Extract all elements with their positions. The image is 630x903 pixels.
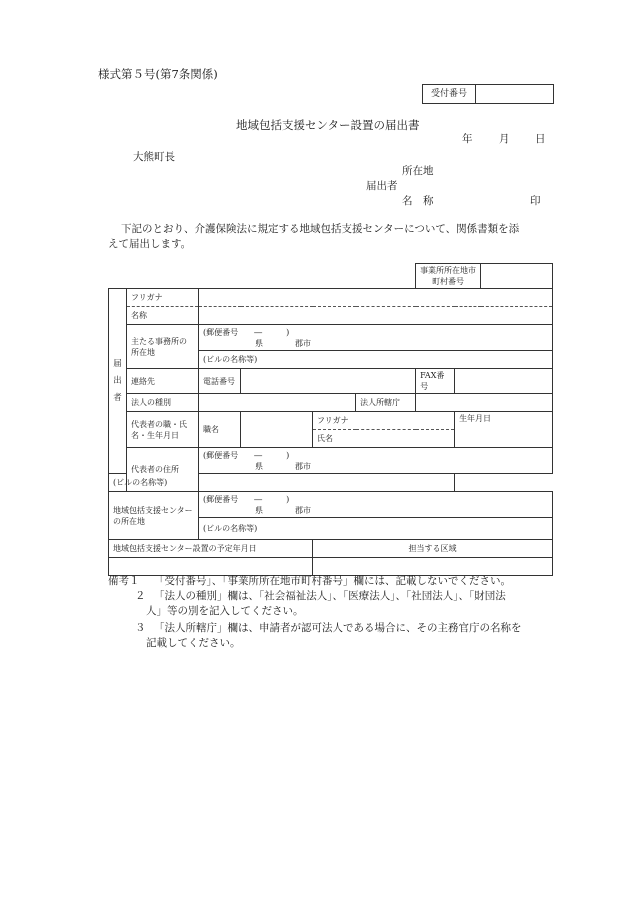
document-title: 地域包括支援センター設置の届出書 [236,118,420,132]
receipt-number-field[interactable] [476,85,553,103]
birthdate-field[interactable] [455,412,553,448]
pref-city-line: 県 郡市 [255,505,311,515]
birthdate-label: 生年月日 [459,414,492,423]
rep-furigana-field[interactable] [313,412,455,430]
rep-name-label: 氏名 [317,434,333,443]
municipality-code-field[interactable] [481,264,553,289]
corp-authority-label: 法人所轄庁 [356,394,416,412]
center-building-field[interactable] [199,518,553,540]
planned-date-label: 地域包括支援センター設置の予定年月日 [109,540,313,558]
rep-furigana-label: フリガナ [317,416,349,425]
area-label: 担当する区域 [313,540,553,558]
position-field[interactable] [241,412,313,448]
pref-city-line: 県 郡市 [255,338,311,348]
date-month-label: 月 [499,133,510,145]
municipality-code-label: 事業所所在地市町村番号 [416,264,481,289]
note-3-text-a: 「法人所轄庁」欄は、申請者が認可法人である場合に、その主務官庁の名称を [154,622,522,634]
position-label: 職名 [199,412,241,448]
fax-label: FAX番号 [416,369,455,394]
receipt-number-label: 受付番号 [423,85,476,103]
note-2-number: ２ [135,590,146,602]
note-3-number: ３ [135,622,146,634]
fax-field[interactable] [455,369,553,394]
corp-name-field[interactable] [199,307,553,325]
intro-line-2: えて届出します。 [108,238,192,250]
note-1-prefix: 備考１ [108,575,140,587]
notifier-vertical-label: 届 出 者 [109,289,127,474]
rep-label: 代表者の職・氏名・生年月日 [127,412,199,448]
note-2-text-b: 人」等の別を記入してください。 [146,605,304,617]
note-3-text-b: 記載してください。 [146,637,241,649]
phone-field[interactable] [241,369,416,394]
addressee: 大熊町長 [133,151,175,163]
corp-type-field[interactable] [199,394,356,412]
contact-label: 連絡先 [127,369,199,394]
building-line: (ビルの名称等) [203,355,258,364]
rep-address-label: 代表者の住所 [127,448,199,492]
main-office-postal-field[interactable] [199,325,553,351]
receipt-number-box [422,84,554,104]
seal-label: 印 [530,195,541,207]
rep-address-building-field[interactable] [109,474,455,492]
corp-type-label: 法人の種別 [127,394,199,412]
furigana-label: フリガナ [127,289,199,307]
intro-line-1: 下記のとおり、介護保険法に規定する地域包括支援センターについて、関係書類を添 [121,223,520,235]
date-year-label: 年 [462,133,473,145]
note-1-text: 「受付番号」、「事業所所在地市町村番号」欄には、記載しないでください。 [154,575,511,587]
location-label: 所在地 [402,165,434,177]
postal-line: (郵便番号 ― ) [203,450,290,460]
pref-city-line: 県 郡市 [255,461,311,471]
rep-name-field[interactable] [313,430,455,448]
corp-authority-field[interactable] [416,394,553,412]
date-day-label: 日 [535,133,546,145]
corp-name-label: 名称 [127,307,199,325]
furigana-field[interactable] [199,289,553,307]
phone-label: 電話番号 [199,369,241,394]
application-form-table [108,263,553,576]
center-location-label: 地域包括支援センターの所在地 [109,492,199,540]
note-2-text-a: 「法人の種別」欄は、「社会福祉法人」、「医療法人」、「社団法人」、「財団法 [154,590,506,602]
postal-line: (郵便番号 ― ) [203,327,290,337]
center-postal-field[interactable] [199,492,553,518]
postal-line: (郵便番号 ― ) [203,494,290,504]
main-office-label: 主たる事務所の所在地 [127,325,199,369]
building-line: (ビルの名称等) [113,478,168,487]
building-line: (ビルの名称等) [203,524,258,533]
main-office-building-field[interactable] [199,351,553,369]
notifier-name-label: 名 称 [402,195,434,207]
rep-address-postal-field[interactable] [199,448,553,474]
notifier-label: 届出者 [366,180,398,192]
form-id: 様式第５号(第7条関係) [98,67,218,81]
